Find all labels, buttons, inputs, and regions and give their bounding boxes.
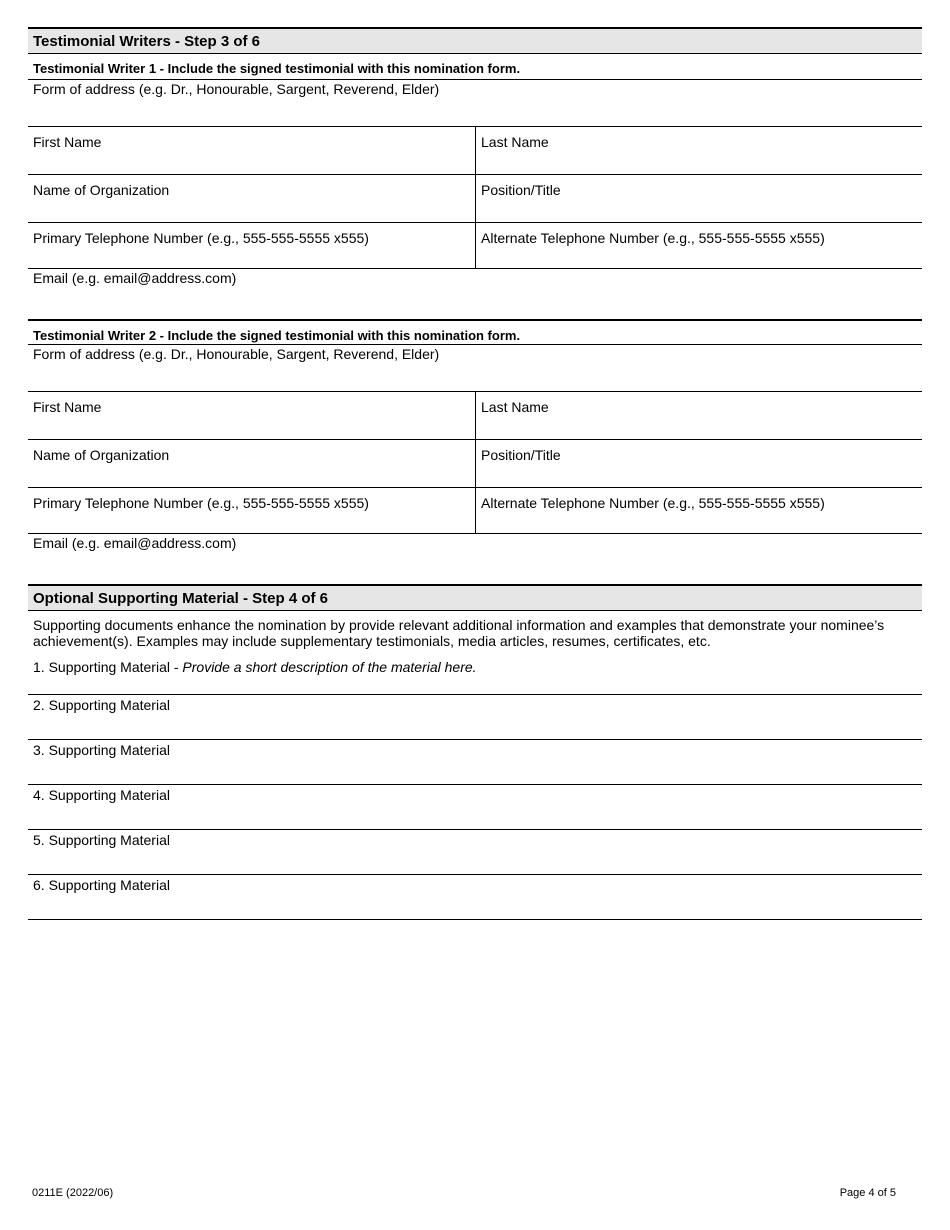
supporting-material-3-field[interactable] (28, 740, 922, 785)
writer-1-last-name-label: Last Name (481, 134, 549, 150)
page-number: Page 4 of 5 (839, 1187, 896, 1199)
writer-2-form-of-address-field[interactable] (28, 345, 922, 392)
supporting-material-6-field[interactable] (28, 875, 922, 920)
supporting-material-1-field[interactable] (28, 657, 922, 695)
writer-1-form-of-address-field[interactable] (28, 80, 922, 127)
supporting-material-5-label: 5. Supporting Material (33, 832, 170, 848)
writer-1-last-name-field[interactable] (475, 127, 922, 174)
form-page (28, 27, 922, 920)
supporting-material-1-hint: Provide a short description of the material here. (182, 659, 477, 675)
writer-2-last-name-field[interactable] (475, 392, 922, 439)
writer-2-alternate-phone-label: Alternate Telephone Number (e.g., 555-555-5555 x555) (481, 495, 825, 511)
writer-1-first-name-label: First Name (33, 134, 102, 150)
supporting-material-3-label: 3. Supporting Material (33, 742, 170, 758)
supporting-material-4-field[interactable] (28, 785, 922, 830)
writer-1-first-name-field[interactable] (28, 127, 475, 174)
writer-2-first-name-field[interactable] (28, 392, 475, 439)
form-code: 0211E (2022/06) (32, 1187, 114, 1199)
supporting-material-6-label: 6. Supporting Material (33, 877, 170, 893)
writer-1-email-label: Email (e.g. email@address.com) (33, 270, 237, 286)
supporting-material-5-field[interactable] (28, 830, 922, 875)
writer-2-email-field[interactable] (28, 534, 922, 584)
writer-2-primary-phone-label: Primary Telephone Number (e.g., 555-555-5555 x555) (33, 495, 369, 511)
supporting-material-2-label: 2. Supporting Material (33, 697, 170, 713)
supporting-material-4-label: 4. Supporting Material (33, 787, 170, 803)
writer-1-position-field[interactable] (475, 175, 922, 222)
testimonial-writer-2 (28, 319, 922, 584)
writer-2-title: Testimonial Writer 2 - Include the signed testimonial with this nomination form. (28, 319, 922, 345)
writer-1-title: Testimonial Writer 1 - Include the signed testimonial with this nomination form. (28, 54, 922, 80)
writer-2-organization-field[interactable] (28, 440, 475, 487)
writer-2-organization-label: Name of Organization (33, 447, 170, 463)
writer-1-alternate-phone-field[interactable] (475, 223, 922, 268)
writer-1-primary-phone-label: Primary Telephone Number (e.g., 555-555-5555 x555) (33, 230, 369, 246)
writer-1-alternate-phone-label: Alternate Telephone Number (e.g., 555-555-5555 x555) (481, 230, 825, 246)
step4-intro: Supporting documents enhance the nomination by provide relevant additional information and examples that demonstrate your nominee’s achievement(s). Examples may include supplementary testimonials, media articles, resumes, certificates, etc. (33, 617, 885, 649)
writer-2-alternate-phone-field[interactable] (475, 488, 922, 533)
writer-1-organization-label: Name of Organization (33, 182, 170, 198)
supporting-material-2-field[interactable] (28, 695, 922, 740)
writer-1-form-of-address-label: Form of address (e.g. Dr., Honourable, Sargent, Reverend, Elder) (33, 81, 440, 97)
writer-2-position-field[interactable] (475, 440, 922, 487)
step3-header: Testimonial Writers - Step 3 of 6 (28, 27, 922, 54)
writer-2-email-label: Email (e.g. email@address.com) (33, 535, 237, 551)
testimonial-writer-1 (28, 54, 922, 319)
supporting-material-1-label: 1. Supporting Material - (33, 659, 183, 675)
writer-1-primary-phone-field[interactable] (28, 223, 475, 268)
writer-2-position-label: Position/Title (481, 447, 561, 463)
writer-2-form-of-address-label: Form of address (e.g. Dr., Honourable, Sargent, Reverend, Elder) (33, 346, 440, 362)
writer-2-primary-phone-field[interactable] (28, 488, 475, 533)
writer-2-last-name-label: Last Name (481, 399, 549, 415)
writer-1-position-label: Position/Title (481, 182, 561, 198)
step4-header: Optional Supporting Material - Step 4 of 6 (28, 584, 922, 611)
writer-1-organization-field[interactable] (28, 175, 475, 222)
writer-2-first-name-label: First Name (33, 399, 102, 415)
writer-1-email-field[interactable] (28, 269, 922, 319)
